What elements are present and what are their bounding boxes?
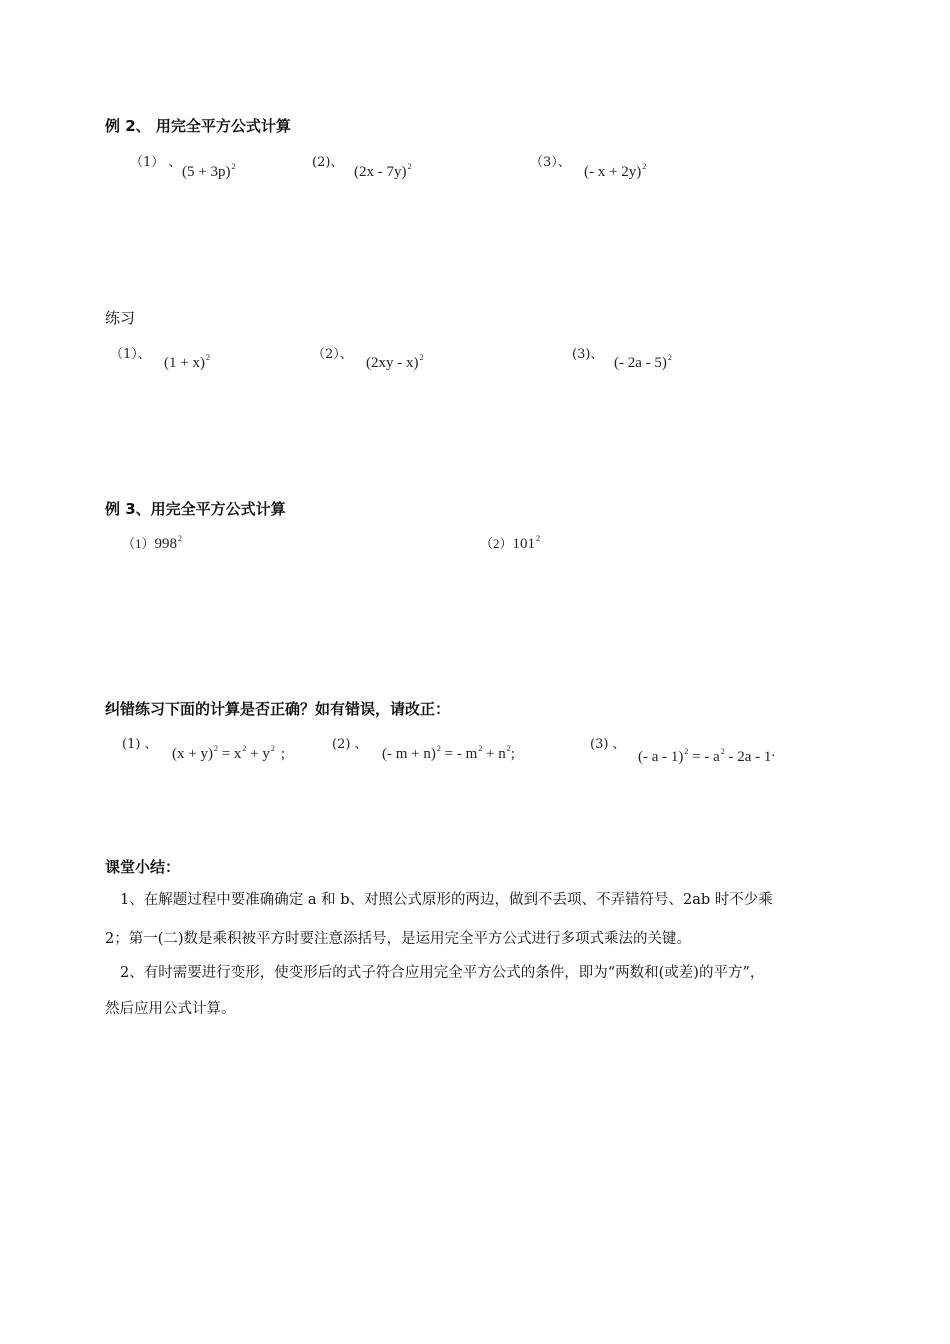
example-3-item-2: $(2)101^2$ [480, 534, 541, 552]
practice-item-1-expression: $(1 + x)^2$ [164, 353, 210, 371]
summary-heading: 课堂小结： [105, 858, 181, 876]
correction-item-1-label: (1) 、 [122, 737, 158, 752]
summary-point-1-line-2: 2；第一(二)数是乘积被平方时要注意添括号，是运用完全平方公式进行多项式乘法的关键。 [105, 931, 692, 947]
summary-point-2-line-2: 然后应用公式计算。 [105, 1001, 236, 1017]
practice-item-2-expression: (2xy - x)$^2$ [366, 353, 424, 371]
correction-item-3-label: (3) 、 [590, 737, 626, 752]
example-2-item-2-expression: (2x - 7y)$^2$ [354, 162, 412, 180]
correction-item-2-expression: (- m + n)$^2$ = - $m^2 + n^2$; [382, 744, 515, 762]
example-3-heading: 例 3、用完全平方公式计算 [105, 500, 286, 518]
example-2-item-1-label: （1） 、 [130, 155, 182, 170]
correction-item-1-expression: $(x + y)^2 = x^2 + y^2$ ; [172, 744, 286, 762]
example-2-item-1-expression: $(5 + 3p)^2$ [182, 162, 236, 180]
practice-item-2-label: （2）、 [312, 347, 353, 362]
practice-heading: 练习 [105, 309, 136, 327]
summary-point-2-line-1: 2、有时需要进行变形，使变形后的式子符合应用完全平方公式的条件，即为“两数和(或差)的平方”， [120, 965, 765, 981]
example-3-item-1: $(1)998^2$ [122, 534, 183, 552]
example-2-item-3-expression: (- x + 2y)$^2$ [584, 162, 647, 180]
correction-item-3-expression: (- a - 1)$^2$ = - $a^2 - 2a - 1$. [638, 744, 776, 765]
practice-item-1-label: （1）、 [110, 347, 151, 362]
practice-item-3-label: (3)、 [572, 347, 604, 362]
example-2-item-3-label: （3）、 [530, 155, 571, 170]
example-2-heading: 例 2、 用完全平方公式计算 [105, 117, 291, 135]
summary-point-1-line-1: 1、在解题过程中要准确确定 a 和 b、对照公式原形的两边，做到不丢项、不弄错符号、2ab 时不少乘 [120, 892, 773, 908]
correction-item-2-label: (2) 、 [332, 737, 368, 752]
practice-item-3-expression: (- 2a - 5)$^2$ [614, 353, 672, 371]
example-2-item-2-label: (2)、 [312, 155, 344, 170]
correction-heading: 纠错练习下面的计算是否正确？如有错误，请改正： [105, 700, 451, 718]
